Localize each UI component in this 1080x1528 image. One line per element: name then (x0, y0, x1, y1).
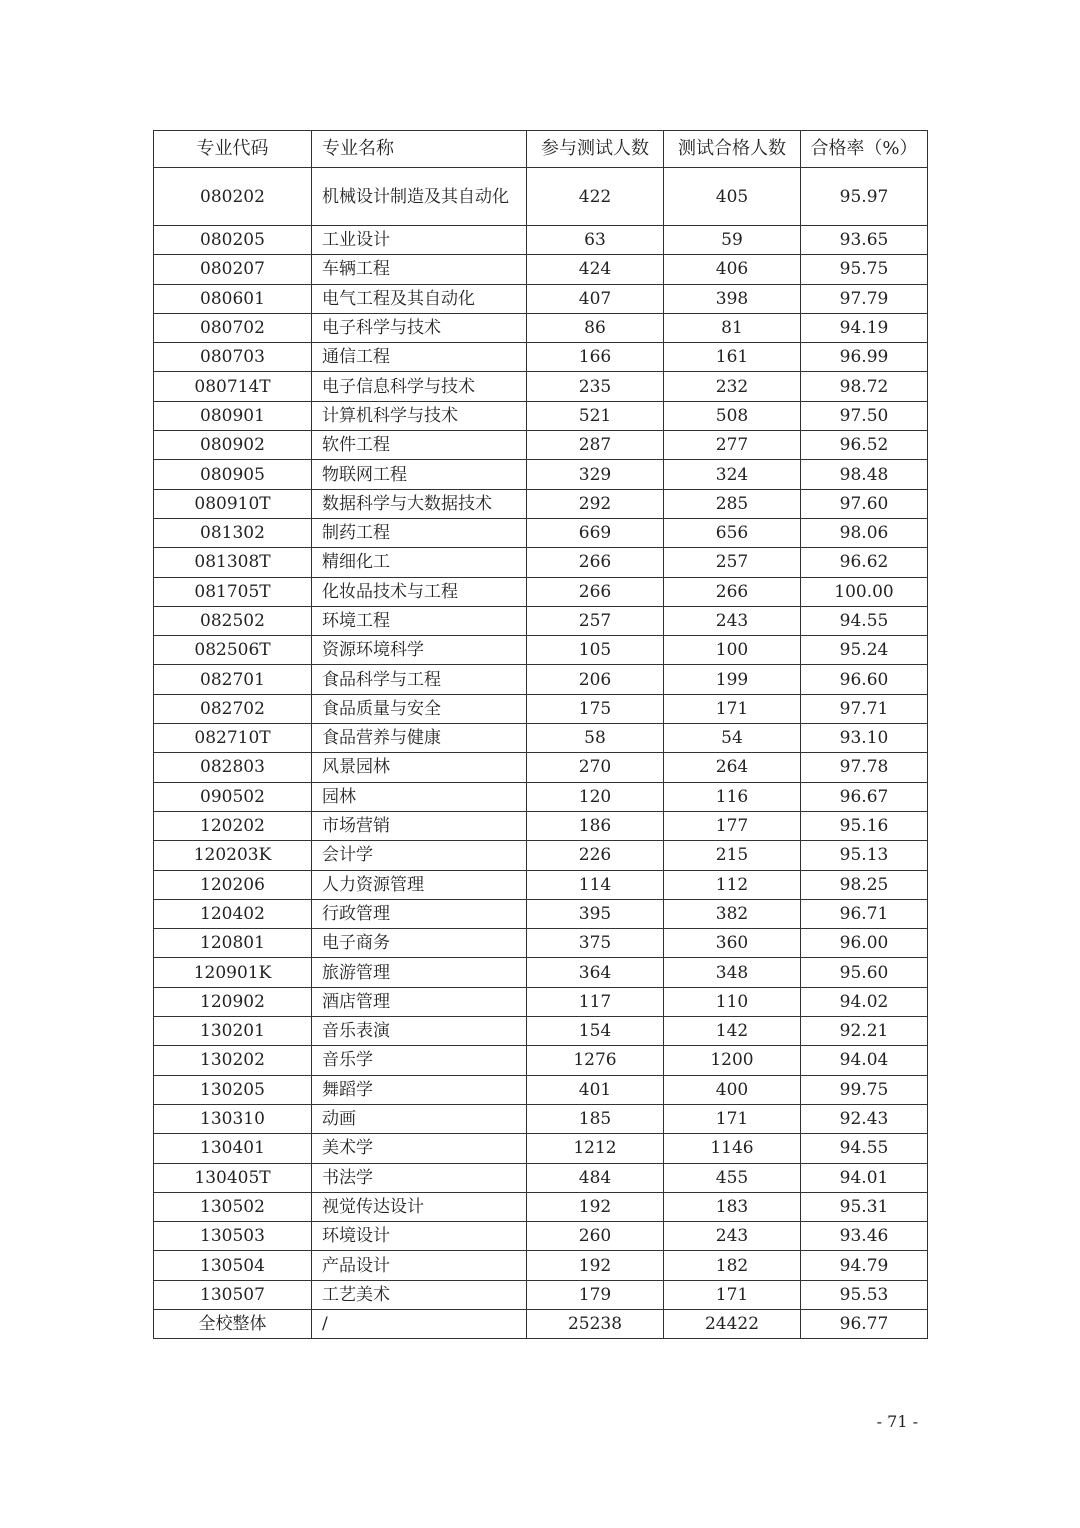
rate-cell: 97.50 (801, 401, 928, 430)
table-row (154, 284, 928, 313)
table-row (154, 489, 928, 518)
tested-cell: 395 (527, 899, 664, 928)
table-row (154, 548, 928, 577)
passed-cell: 177 (664, 811, 801, 840)
passed-cell: 232 (664, 372, 801, 401)
passed-cell: 142 (664, 1017, 801, 1046)
tested-cell: 521 (527, 401, 664, 430)
passed-cell: 508 (664, 401, 801, 430)
passed-cell: 324 (664, 460, 801, 489)
tested-cell: 484 (527, 1163, 664, 1192)
passed-cell: 110 (664, 987, 801, 1016)
name-cell: 酒店管理 (312, 987, 527, 1016)
code-cell: 120801 (154, 929, 312, 958)
code-cell: 120206 (154, 870, 312, 899)
table-row (154, 1046, 928, 1075)
rate-cell: 96.52 (801, 431, 928, 460)
name-cell: 工业设计 (312, 226, 527, 255)
rate-cell: 94.02 (801, 987, 928, 1016)
passed-cell: 199 (664, 665, 801, 694)
passed-cell: 405 (664, 168, 801, 226)
table-row (154, 1075, 928, 1104)
table-row (154, 518, 928, 547)
rate-cell: 95.97 (801, 168, 928, 226)
rate-cell: 97.79 (801, 284, 928, 313)
code-cell: 130502 (154, 1192, 312, 1221)
rate-cell: 97.78 (801, 753, 928, 782)
name-cell: 风景园林 (312, 753, 527, 782)
name-cell: 视觉传达设计 (312, 1192, 527, 1221)
code-cell: 080601 (154, 284, 312, 313)
rate-cell: 92.21 (801, 1017, 928, 1046)
table-row (154, 168, 928, 226)
header-major-code: 专业代码 (154, 131, 312, 168)
name-cell: 园林 (312, 782, 527, 811)
header-passed-count: 测试合格人数 (664, 131, 801, 168)
name-cell: 软件工程 (312, 431, 527, 460)
table-row (154, 1222, 928, 1251)
passed-cell: 1146 (664, 1134, 801, 1163)
code-cell: 080910T (154, 489, 312, 518)
name-cell: 旅游管理 (312, 958, 527, 987)
table-row (154, 1280, 928, 1309)
page-number: - 71 - (876, 1412, 918, 1431)
code-cell: 081705T (154, 577, 312, 606)
name-cell: 舞蹈学 (312, 1075, 527, 1104)
code-cell: 130507 (154, 1280, 312, 1309)
passed-cell: 112 (664, 870, 801, 899)
code-cell: 120203K (154, 841, 312, 870)
total-passed-cell: 24422 (664, 1309, 801, 1338)
code-cell: 080905 (154, 460, 312, 489)
table-row (154, 606, 928, 635)
name-cell: 环境设计 (312, 1222, 527, 1251)
name-cell: 音乐学 (312, 1046, 527, 1075)
name-cell: 音乐表演 (312, 1017, 527, 1046)
tested-cell: 154 (527, 1017, 664, 1046)
table-row (154, 1192, 928, 1221)
table-row (154, 724, 928, 753)
rate-cell: 96.60 (801, 665, 928, 694)
tested-cell: 175 (527, 694, 664, 723)
rate-cell: 99.75 (801, 1075, 928, 1104)
table-row (154, 431, 928, 460)
name-cell: 食品科学与工程 (312, 665, 527, 694)
rate-cell: 97.71 (801, 694, 928, 723)
table-header-row (154, 131, 928, 168)
code-cell: 130201 (154, 1017, 312, 1046)
rate-cell: 92.43 (801, 1104, 928, 1133)
total-code-cell: 全校整体 (154, 1309, 312, 1338)
passed-cell: 455 (664, 1163, 801, 1192)
code-cell: 130401 (154, 1134, 312, 1163)
tested-cell: 185 (527, 1104, 664, 1133)
rate-cell: 96.67 (801, 782, 928, 811)
code-cell: 082803 (154, 753, 312, 782)
passed-cell: 183 (664, 1192, 801, 1221)
tested-cell: 166 (527, 343, 664, 372)
code-cell: 081308T (154, 548, 312, 577)
name-cell: 美术学 (312, 1134, 527, 1163)
table-row (154, 987, 928, 1016)
table-row (154, 929, 928, 958)
name-cell: 机械设计制造及其自动化 (312, 168, 527, 226)
passed-cell: 266 (664, 577, 801, 606)
table-row (154, 343, 928, 372)
name-cell: 车辆工程 (312, 255, 527, 284)
tested-cell: 235 (527, 372, 664, 401)
rate-cell: 94.19 (801, 313, 928, 342)
code-cell: 082506T (154, 636, 312, 665)
name-cell: 计算机科学与技术 (312, 401, 527, 430)
table-row (154, 255, 928, 284)
tested-cell: 120 (527, 782, 664, 811)
code-cell: 082710T (154, 724, 312, 753)
passed-cell: 100 (664, 636, 801, 665)
name-cell: 电子科学与技术 (312, 313, 527, 342)
tested-cell: 192 (527, 1251, 664, 1280)
tested-cell: 86 (527, 313, 664, 342)
passed-cell: 348 (664, 958, 801, 987)
passed-cell: 161 (664, 343, 801, 372)
total-rate-cell: 96.77 (801, 1309, 928, 1338)
rate-cell: 98.06 (801, 518, 928, 547)
tested-cell: 669 (527, 518, 664, 547)
table-row (154, 753, 928, 782)
tested-cell: 287 (527, 431, 664, 460)
rate-cell: 95.31 (801, 1192, 928, 1221)
tested-cell: 270 (527, 753, 664, 782)
rate-cell: 97.60 (801, 489, 928, 518)
tested-cell: 364 (527, 958, 664, 987)
code-cell: 080714T (154, 372, 312, 401)
tested-cell: 105 (527, 636, 664, 665)
code-cell: 120902 (154, 987, 312, 1016)
rate-cell: 93.65 (801, 226, 928, 255)
code-cell: 120402 (154, 899, 312, 928)
code-cell: 130504 (154, 1251, 312, 1280)
rate-cell: 94.55 (801, 606, 928, 635)
code-cell: 130202 (154, 1046, 312, 1075)
tested-cell: 266 (527, 577, 664, 606)
header-major-name: 专业名称 (312, 131, 527, 168)
rate-cell: 96.00 (801, 929, 928, 958)
tested-cell: 292 (527, 489, 664, 518)
name-cell: 书法学 (312, 1163, 527, 1192)
header-tested-count: 参与测试人数 (527, 131, 664, 168)
rate-cell: 95.24 (801, 636, 928, 665)
code-cell: 130310 (154, 1104, 312, 1133)
table-row (154, 226, 928, 255)
tested-cell: 186 (527, 811, 664, 840)
tested-cell: 424 (527, 255, 664, 284)
rate-cell: 96.71 (801, 899, 928, 928)
table-row (154, 1251, 928, 1280)
table-row (154, 694, 928, 723)
passed-cell: 116 (664, 782, 801, 811)
name-cell: 食品质量与安全 (312, 694, 527, 723)
table-row (154, 401, 928, 430)
name-cell: 电子信息科学与技术 (312, 372, 527, 401)
name-cell: 行政管理 (312, 899, 527, 928)
name-cell: 产品设计 (312, 1251, 527, 1280)
name-cell: 资源环境科学 (312, 636, 527, 665)
major-test-results-table (153, 130, 928, 1339)
table-row (154, 636, 928, 665)
tested-cell: 1212 (527, 1134, 664, 1163)
passed-cell: 264 (664, 753, 801, 782)
code-cell: 120202 (154, 811, 312, 840)
table-row (154, 1017, 928, 1046)
rate-cell: 98.72 (801, 372, 928, 401)
table-row (154, 665, 928, 694)
code-cell: 082702 (154, 694, 312, 723)
tested-cell: 114 (527, 870, 664, 899)
code-cell: 082502 (154, 606, 312, 635)
rate-cell: 94.04 (801, 1046, 928, 1075)
name-cell: 制药工程 (312, 518, 527, 547)
passed-cell: 1200 (664, 1046, 801, 1075)
tested-cell: 329 (527, 460, 664, 489)
table-total-row (154, 1309, 928, 1338)
rate-cell: 93.46 (801, 1222, 928, 1251)
name-cell: 精细化工 (312, 548, 527, 577)
table-row (154, 1163, 928, 1192)
tested-cell: 266 (527, 548, 664, 577)
tested-cell: 206 (527, 665, 664, 694)
code-cell: 130503 (154, 1222, 312, 1251)
tested-cell: 226 (527, 841, 664, 870)
name-cell: 电气工程及其自动化 (312, 284, 527, 313)
tested-cell: 375 (527, 929, 664, 958)
rate-cell: 94.01 (801, 1163, 928, 1192)
rate-cell: 98.25 (801, 870, 928, 899)
passed-cell: 54 (664, 724, 801, 753)
passed-cell: 277 (664, 431, 801, 460)
passed-cell: 81 (664, 313, 801, 342)
table-row (154, 460, 928, 489)
name-cell: 物联网工程 (312, 460, 527, 489)
passed-cell: 171 (664, 1104, 801, 1133)
tested-cell: 257 (527, 606, 664, 635)
passed-cell: 257 (664, 548, 801, 577)
code-cell: 080702 (154, 313, 312, 342)
tested-cell: 1276 (527, 1046, 664, 1075)
passed-cell: 656 (664, 518, 801, 547)
table-body (154, 168, 928, 1310)
passed-cell: 398 (664, 284, 801, 313)
table-row (154, 958, 928, 987)
passed-cell: 59 (664, 226, 801, 255)
tested-cell: 58 (527, 724, 664, 753)
passed-cell: 400 (664, 1075, 801, 1104)
name-cell: 数据科学与大数据技术 (312, 489, 527, 518)
header-pass-rate: 合格率（%） (801, 131, 928, 168)
tested-cell: 63 (527, 226, 664, 255)
passed-cell: 285 (664, 489, 801, 518)
name-cell: 通信工程 (312, 343, 527, 372)
table-row (154, 841, 928, 870)
rate-cell: 93.10 (801, 724, 928, 753)
table-row (154, 313, 928, 342)
tested-cell: 192 (527, 1192, 664, 1221)
tested-cell: 117 (527, 987, 664, 1016)
rate-cell: 95.53 (801, 1280, 928, 1309)
name-cell: 市场营销 (312, 811, 527, 840)
table-row (154, 782, 928, 811)
code-cell: 090502 (154, 782, 312, 811)
code-cell: 080901 (154, 401, 312, 430)
name-cell: 会计学 (312, 841, 527, 870)
name-cell: 人力资源管理 (312, 870, 527, 899)
rate-cell: 95.60 (801, 958, 928, 987)
passed-cell: 171 (664, 694, 801, 723)
name-cell: 动画 (312, 1104, 527, 1133)
table-row (154, 1134, 928, 1163)
passed-cell: 360 (664, 929, 801, 958)
rate-cell: 100.00 (801, 577, 928, 606)
table-row (154, 372, 928, 401)
tested-cell: 401 (527, 1075, 664, 1104)
total-tested-cell: 25238 (527, 1309, 664, 1338)
tested-cell: 422 (527, 168, 664, 226)
code-cell: 080207 (154, 255, 312, 284)
table-row (154, 899, 928, 928)
rate-cell: 95.16 (801, 811, 928, 840)
passed-cell: 215 (664, 841, 801, 870)
passed-cell: 171 (664, 1280, 801, 1309)
name-cell: 工艺美术 (312, 1280, 527, 1309)
name-cell: 食品营养与健康 (312, 724, 527, 753)
tested-cell: 179 (527, 1280, 664, 1309)
tested-cell: 260 (527, 1222, 664, 1251)
table-row (154, 577, 928, 606)
passed-cell: 243 (664, 1222, 801, 1251)
passed-cell: 406 (664, 255, 801, 284)
rate-cell: 96.99 (801, 343, 928, 372)
code-cell: 120901K (154, 958, 312, 987)
code-cell: 080202 (154, 168, 312, 226)
name-cell: 电子商务 (312, 929, 527, 958)
rate-cell: 94.55 (801, 1134, 928, 1163)
code-cell: 080703 (154, 343, 312, 372)
code-cell: 130205 (154, 1075, 312, 1104)
rate-cell: 95.13 (801, 841, 928, 870)
tested-cell: 407 (527, 284, 664, 313)
table-row (154, 1104, 928, 1133)
passed-cell: 243 (664, 606, 801, 635)
name-cell: 化妆品技术与工程 (312, 577, 527, 606)
code-cell: 130405T (154, 1163, 312, 1192)
code-cell: 082701 (154, 665, 312, 694)
code-cell: 080902 (154, 431, 312, 460)
table-row (154, 811, 928, 840)
rate-cell: 96.62 (801, 548, 928, 577)
rate-cell: 95.75 (801, 255, 928, 284)
rate-cell: 94.79 (801, 1251, 928, 1280)
name-cell: 环境工程 (312, 606, 527, 635)
passed-cell: 182 (664, 1251, 801, 1280)
code-cell: 080205 (154, 226, 312, 255)
table-row (154, 870, 928, 899)
code-cell: 081302 (154, 518, 312, 547)
rate-cell: 98.48 (801, 460, 928, 489)
total-name-cell: / (312, 1309, 527, 1338)
passed-cell: 382 (664, 899, 801, 928)
